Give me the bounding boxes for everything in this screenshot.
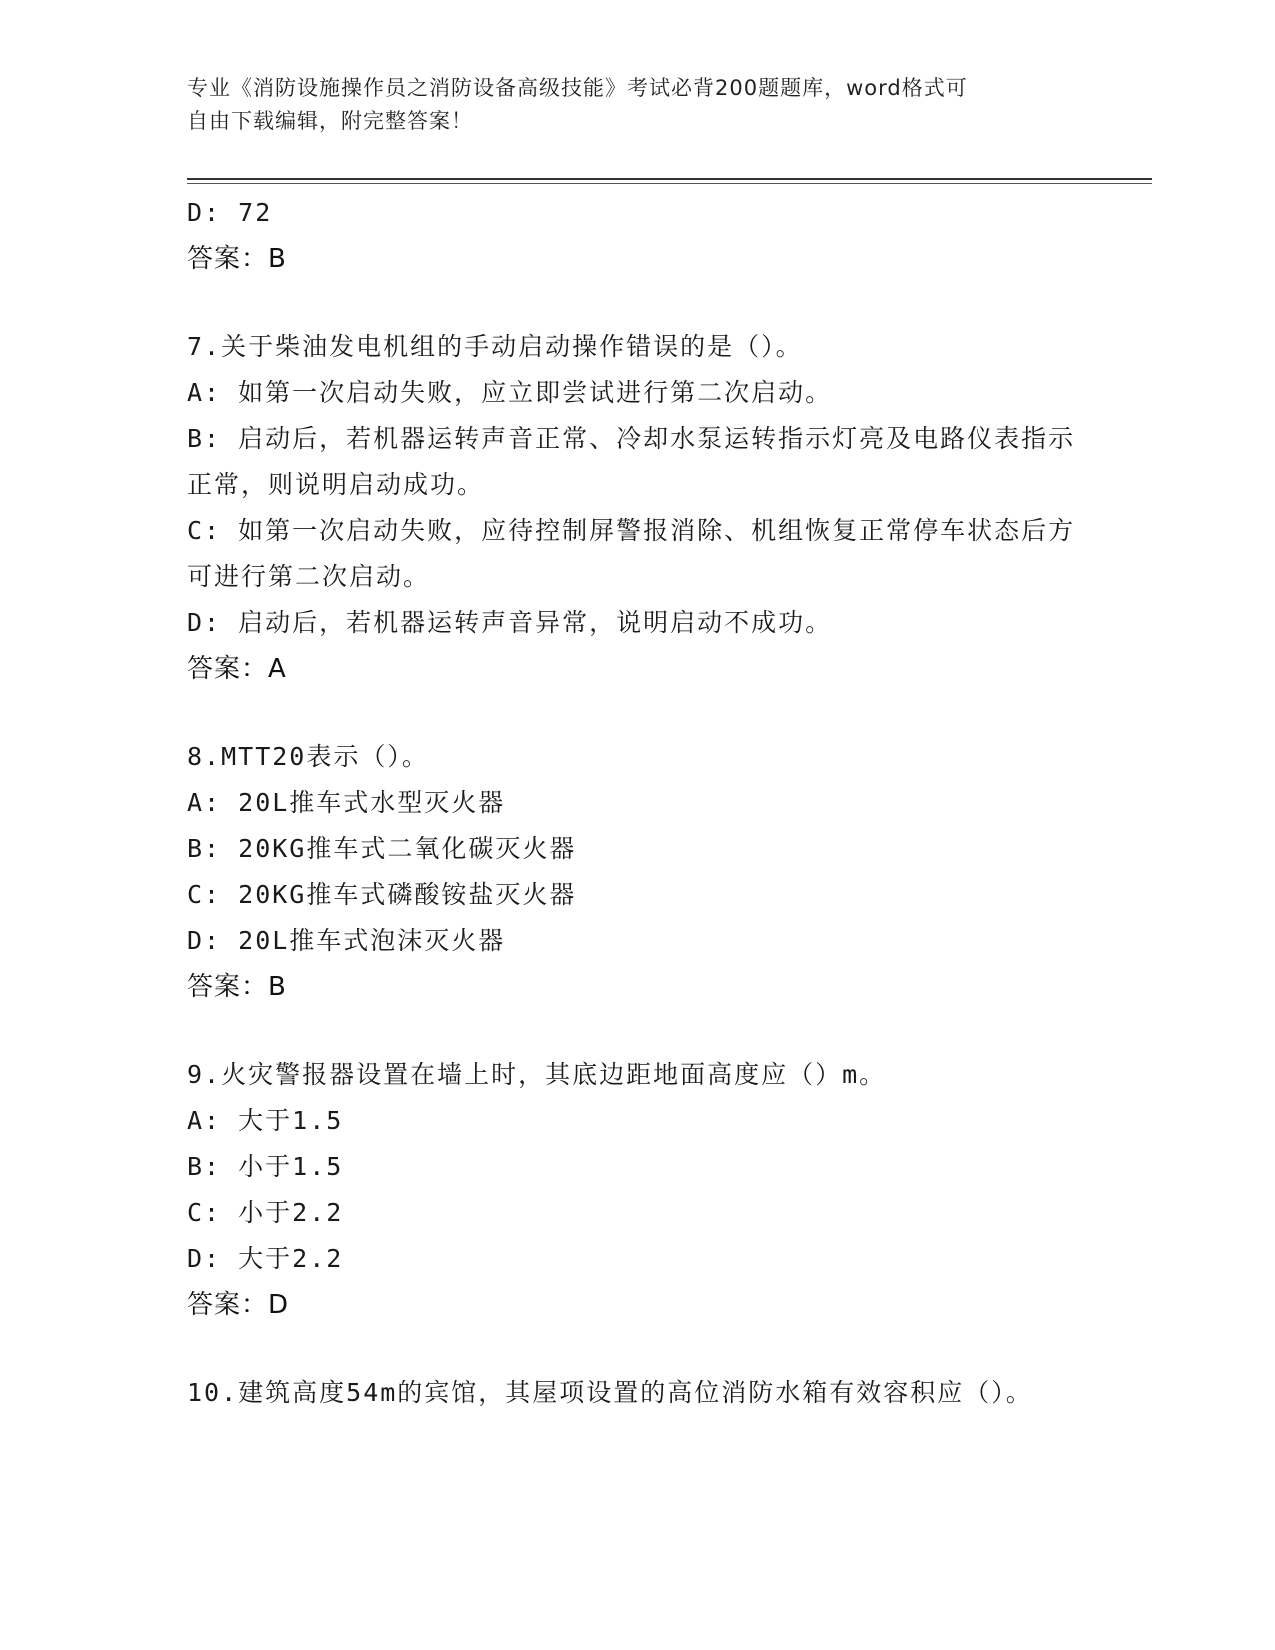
- option-b: B: 小于1.5: [187, 1152, 344, 1181]
- question-stem: 7.关于柴油发电机组的手动启动操作错误的是（）。: [187, 332, 803, 361]
- option-b: B: 20KG推车式二氧化碳灭火器: [187, 834, 577, 863]
- option-c: C: 如第一次启动失败，应待控制屏警报消除、机组恢复正常停车状态后方可进行第二次启动。: [187, 516, 1076, 591]
- option-d: D: 启动后，若机器运转声音异常，说明启动不成功。: [187, 608, 833, 637]
- spacer: [187, 282, 1087, 324]
- option-a: A: 20L推车式水型灭火器: [187, 788, 506, 817]
- answer: 答案：D: [187, 1290, 290, 1320]
- prev-answer: 答案：B: [187, 244, 287, 274]
- page-header: [187, 72, 1067, 138]
- option-d: D: 20L推车式泡沫灭火器: [187, 926, 506, 955]
- question-stem: 10.建筑高度54m的宾馆，其屋项设置的高位消防水箱有效容积应（）。: [187, 1378, 1033, 1407]
- header-line-2: 自由下载编辑，附完整答案！: [187, 109, 473, 133]
- answer: 答案：B: [187, 972, 287, 1002]
- header-divider-thin: [187, 183, 1152, 184]
- option-c: C: 小于2.2: [187, 1198, 344, 1227]
- prev-option-d: D: 72: [187, 198, 273, 227]
- spacer: [187, 1328, 1087, 1370]
- option-d: D: 大于2.2: [187, 1244, 344, 1273]
- option-a: A: 大于1.5: [187, 1106, 344, 1135]
- option-b: B: 启动后，若机器运转声音正常、冷却水泵运转指示灯亮及电路仪表指示正常，则说明启动成功。: [187, 424, 1076, 499]
- spacer: [187, 692, 1087, 734]
- option-a: A: 如第一次启动失败，应立即尝试进行第二次启动。: [187, 378, 833, 407]
- question-7: [187, 324, 1087, 692]
- question-stem: 9.火灾警报器设置在墙上时，其底边距地面高度应（）m。: [187, 1060, 887, 1089]
- answer: 答案：A: [187, 654, 287, 684]
- question-list: [187, 190, 1087, 1416]
- spacer: [187, 1010, 1087, 1052]
- question-9: [187, 1052, 1087, 1328]
- question-10: [187, 1370, 1087, 1416]
- header-divider: [187, 178, 1152, 180]
- header-line-1: 专业《消防设施操作员之消防设备高级技能》考试必背200题题库，word格式可: [187, 76, 968, 100]
- option-c: C: 20KG推车式磷酸铵盐灭火器: [187, 880, 577, 909]
- question-stem: 8.MTT20表示（）。: [187, 742, 429, 771]
- question-8: [187, 734, 1087, 1010]
